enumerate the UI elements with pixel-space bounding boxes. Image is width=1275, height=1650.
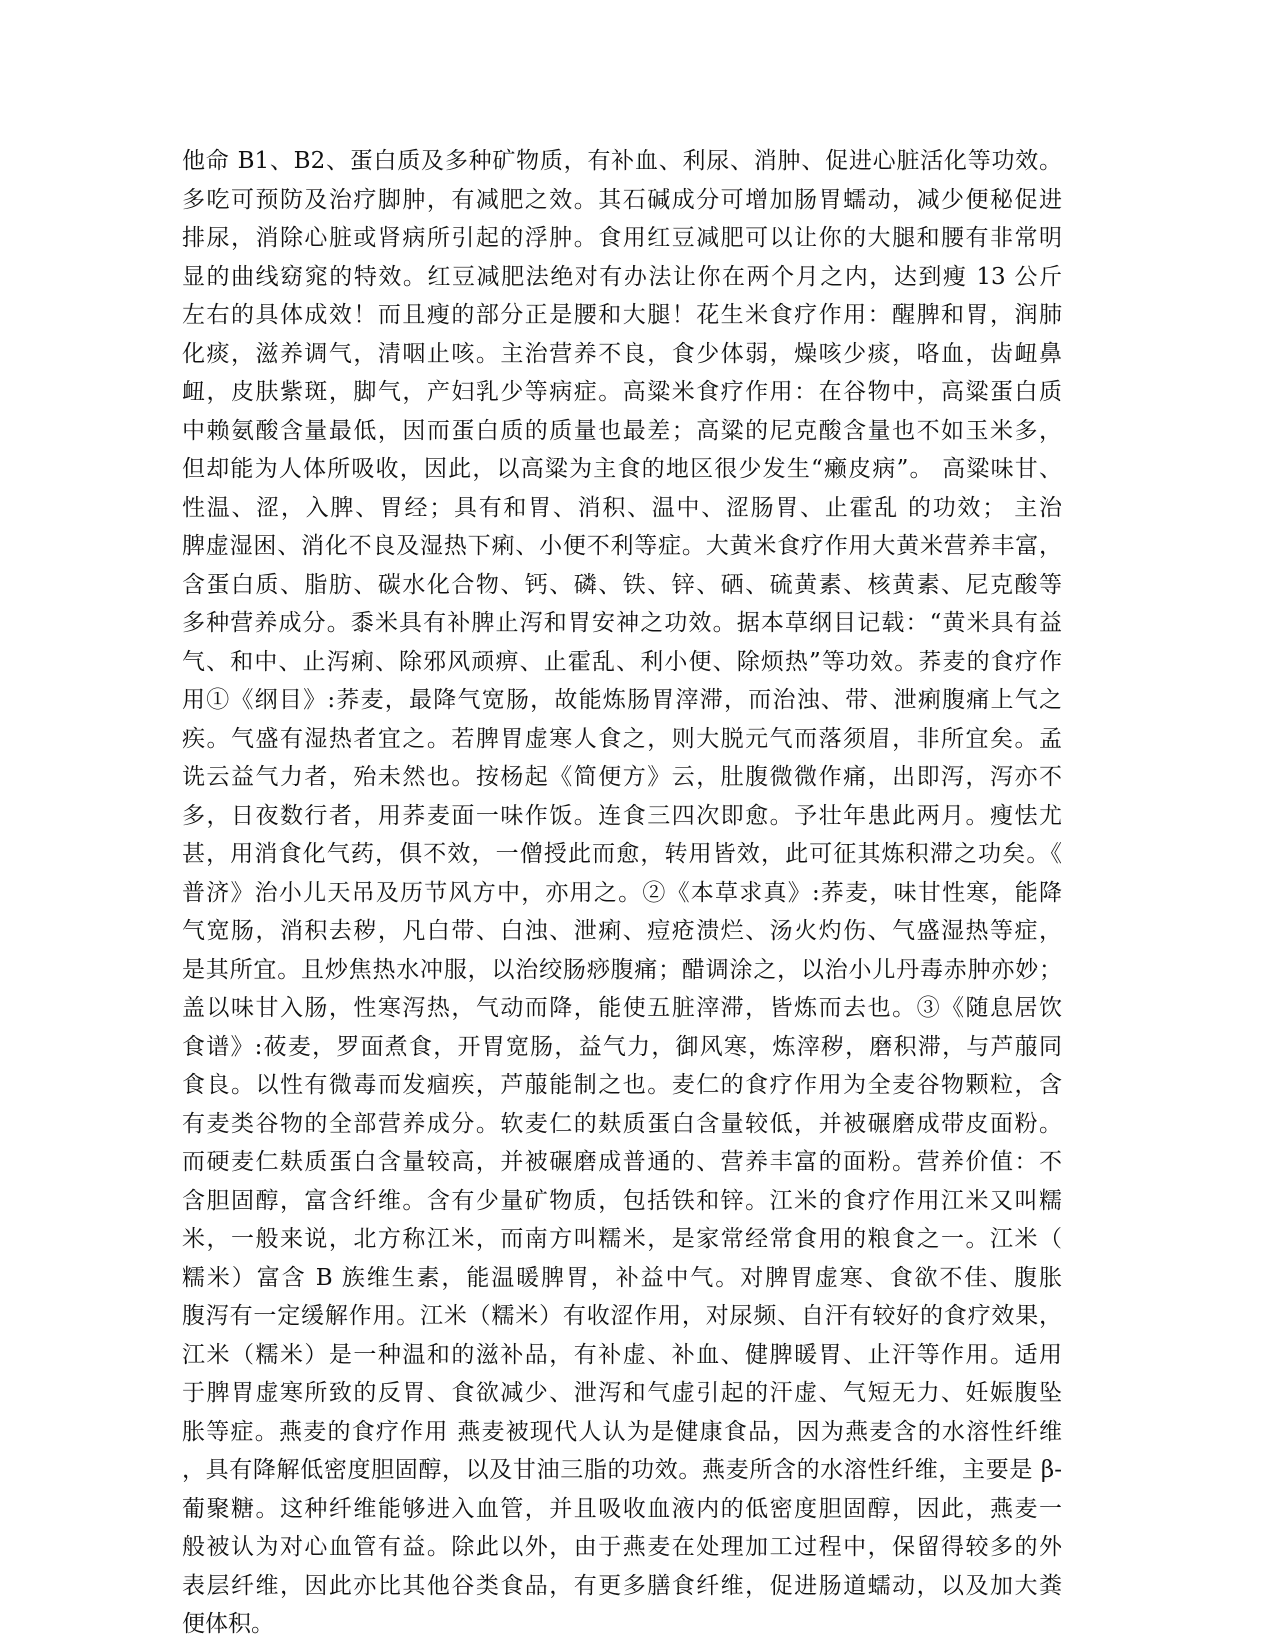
text-line: 气宽肠，消积去秽，凡白带、白浊、泄痢、痘疮溃烂、汤火灼伤、气盛湿热等症， xyxy=(182,918,1062,944)
text-line: 甚，用消食化气药，俱不效，一僧授此而愈，转用皆效，此可征其炼积滞之功矣。《 xyxy=(182,841,1062,867)
text-line: 疾。气盛有湿热者宜之。若脾胃虚寒人食之，则大脱元气而落须眉，非所宜矣。孟 xyxy=(182,725,1062,752)
text-line: 食谱》:莜麦，罗面煮食，开胃宽肠，益气力，御风寒，炼滓秽，磨积滞，与芦菔同 xyxy=(182,1033,1062,1060)
text-line: 中赖氨酸含量最低，因而蛋白质的质量也最差；高粱的尼克酸含量也不如玉米多， xyxy=(182,417,1062,444)
text-line: 于脾胃虚寒所致的反胃、食欲减少、泄泻和气虚引起的汗虚、气短无力、妊娠腹坠 xyxy=(182,1380,1062,1406)
text-line: 葡聚糖。这种纤维能够进入血管，并且吸收血液内的低密度胆固醇，因此，燕麦一 xyxy=(182,1495,1062,1522)
text-line: 多种营养成分。黍米具有补脾止泻和胃安神之功效。据本草纲目记载：“黄米具有益 xyxy=(182,610,1062,636)
text-line: 腹泻有一定缓解作用。江米（糯米）有收涩作用，对尿频、自汗有较好的食疗效果， xyxy=(182,1303,1062,1329)
text-line: ，具有降解低密度胆固醇，以及甘油三脂的功效。燕麦所含的水溶性纤维，主要是 β- xyxy=(182,1457,1062,1483)
text-line: 显的曲线窈窕的特效。红豆减肥法绝对有办法让你在两个月之内，达到瘦 13 公斤 xyxy=(182,263,1062,290)
text-line: 气、和中、止泻痢、除邪风顽痹、止霍乱、利小便、除烦热”等功效。荞麦的食疗作 xyxy=(182,648,1062,675)
text-line: 是其所宜。且炒焦热水冲服，以治绞肠痧腹痛；醋调涂之，以治小儿丹毒赤肿亦妙； xyxy=(182,956,1062,983)
text-line: 化痰，滋养调气，清咽止咳。主治营养不良，食少体弱，燥咳少痰，咯血，齿衄鼻 xyxy=(182,340,1062,367)
text-line: 普济》治小儿天吊及历节风方中，亦用之。②《本草求真》:荞麦，味甘性寒，能降 xyxy=(182,879,1062,906)
text-line: 诜云益气力者，殆未然也。按杨起《简便方》云，肚腹微微作痛，出即泻，泻亦不 xyxy=(182,764,1062,790)
text-line: 脾虚湿困、消化不良及湿热下痢、小便不利等症。大黄米食疗作用大黄米营养丰富， xyxy=(182,533,1062,559)
text-line: 但却能为人体所吸收，因此，以高粱为主食的地区很少发生“癞皮病”。 高粱味甘、 xyxy=(182,456,1062,482)
text-line: 排尿，消除心脏或肾病所引起的浮肿。食用红豆减肥可以让你的大腿和腰有非常明 xyxy=(182,225,1062,251)
text-line: 江米（糯米）是一种温和的滋补品，有补虚、补血、健脾暖胃、止汗等作用。适用 xyxy=(182,1341,1062,1368)
text-line: 糯米）富含 B 族维生素，能温暖脾胃，补益中气。对脾胃虚寒、食欲不佳、腹胀 xyxy=(182,1264,1062,1291)
text-line: 含胆固醇，富含纤维。含有少量矿物质，包括铁和锌。江米的食疗作用江米又叫糯 xyxy=(182,1187,1062,1214)
text-line: 含蛋白质、脂肪、碳水化合物、钙、磷、铁、锌、硒、硫黄素、核黄素、尼克酸等 xyxy=(182,571,1062,598)
text-line: 多吃可预防及治疗脚肿，有减肥之效。其石碱成分可增加肠胃蠕动，减少便秘促进 xyxy=(182,186,1062,213)
text-line: 用①《纲目》:荞麦，最降气宽肠，故能炼肠胃滓滞，而治浊、带、泄痢腹痛上气之 xyxy=(182,687,1062,713)
text-line: 胀等症。燕麦的食疗作用 燕麦被现代人认为是健康食品，因为燕麦含的水溶性纤维 xyxy=(182,1418,1062,1445)
text-line: 盖以味甘入肠，性寒泻热，气动而降，能使五脏滓滞，皆炼而去也。③《随息居饮 xyxy=(182,995,1062,1021)
text-line: 多，日夜数行者，用荞麦面一味作饭。连食三四次即愈。予壮年患此两月。瘦怯尤 xyxy=(182,802,1062,829)
text-line: 而硬麦仁麸质蛋白含量较高，并被碾磨成普通的、营养丰富的面粉。营养价值：不 xyxy=(182,1149,1062,1175)
text-line: 便体积。 xyxy=(182,1611,274,1637)
text-line: 米，一般来说，北方称江米，而南方叫糯米，是家常经常食用的粮食之一。江米（ xyxy=(182,1226,1062,1252)
text-line: 他命 B1、B2、蛋白质及多种矿物质，有补血、利尿、消肿、促进心脏活化等功效。 xyxy=(182,148,1062,174)
text-line: 性温、涩，入脾、胃经；具有和胃、消积、温中、涩肠胃、止霍乱 的功效； 主治 xyxy=(182,494,1062,521)
text-line: 食良。以性有微毒而发痼疾，芦菔能制之也。麦仁的食疗作用为全麦谷物颗粒，含 xyxy=(182,1072,1062,1098)
text-line: 表层纤维，因此亦比其他谷类食品，有更多膳食纤维，促进肠道蠕动，以及加大粪 xyxy=(182,1572,1062,1599)
text-line: 般被认为对心血管有益。除此以外，由于燕麦在处理加工过程中，保留得较多的外 xyxy=(182,1534,1062,1560)
text-line: 有麦类谷物的全部营养成分。软麦仁的麸质蛋白含量较低，并被碾磨成带皮面粉。 xyxy=(182,1110,1062,1137)
body-text xyxy=(182,142,1062,1644)
text-line: 衄，皮肤紫斑，脚气，产妇乳少等病症。高粱米食疗作用：在谷物中，高粱蛋白质 xyxy=(182,379,1062,405)
text-line: 左右的具体成效！而且瘦的部分正是腰和大腿！花生米食疗作用：醒脾和胃，润肺 xyxy=(182,302,1062,328)
